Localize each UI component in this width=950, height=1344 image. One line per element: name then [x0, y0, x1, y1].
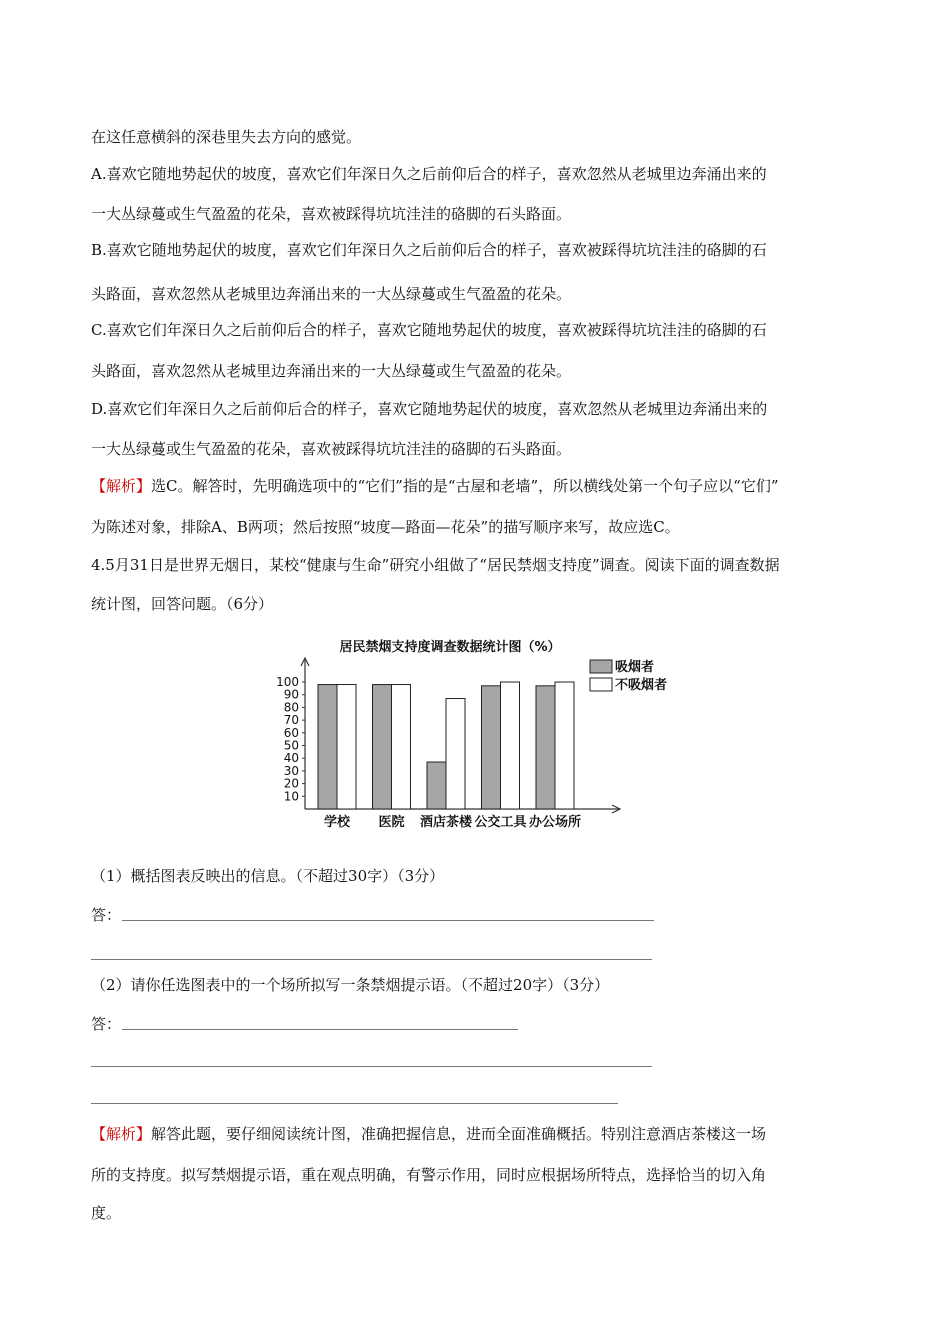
option-c-line-2: 头路面，喜欢忽然从老城里边奔涌出来的一大丛绿蔓或生气盈盈的花朵。 — [91, 362, 572, 380]
y-tick-label: 50 — [283, 738, 299, 753]
option-d-line-1: D.喜欢它们年深日久之后前仰后合的样子，喜欢它随地势起伏的坡度，喜欢忽然从老城里边奔涌出来的 — [91, 400, 768, 418]
x-tick-label: 医院 — [378, 815, 405, 830]
analysis-tag: 【解析】 — [91, 477, 152, 495]
bar — [555, 682, 574, 809]
option-c-line-1: C.喜欢它们年深日久之后前仰后合的样子，喜欢它随地势起伏的坡度，喜欢被踩得坑坑洼洼的硌脚的石 — [91, 321, 767, 339]
sub-question-2: （2）请你任选图表中的一个场所拟写一条禁烟提示语。（不超过20字）（3分） — [91, 976, 610, 994]
y-tick-label: 70 — [283, 713, 299, 728]
legend-swatch — [590, 660, 612, 673]
answer-2-blank-line[interactable] — [91, 1066, 652, 1067]
option-d-line-2: 一大丛绿蔓或生气盈盈的花朵，喜欢被踩得坑坑洼洼的硌脚的石头路面。 — [91, 440, 572, 458]
analysis-2-line-2: 所的支持度。拟写禁烟提示语，重在观点明确，有警示作用，同时应根据场所特点，选择恰当的切入角 — [91, 1166, 767, 1184]
analysis-line-2: 为陈述对象，排除A、B两项；然后按照“坡度—路面—花朵”的描写顺序来写，故应选C。 — [91, 518, 680, 536]
bar — [318, 685, 337, 809]
analysis-2-line-3: 度。 — [91, 1204, 122, 1222]
y-tick-label: 100 — [276, 675, 299, 689]
answer-2-label: 答： — [91, 1015, 122, 1033]
answer-1-label: 答： — [91, 906, 122, 924]
legend-label: 不吸烟者 — [615, 678, 668, 693]
analysis-paragraph-2 — [91, 1123, 860, 1145]
bar — [536, 686, 555, 809]
text-line: 在这任意横斜的深巷里失去方向的感觉。 — [91, 128, 362, 146]
bar — [482, 686, 501, 809]
bar — [337, 685, 356, 809]
y-tick-label: 20 — [283, 776, 299, 791]
bar — [427, 762, 446, 809]
option-a-line-2: 一大丛绿蔓或生气盈盈的花朵，喜欢被踩得坑坑洼洼的硌脚的石头路面。 — [91, 205, 572, 223]
x-tick-label: 办公场所 — [528, 815, 582, 830]
chart-title: 居民禁烟支持度调查数据统计图（%） — [339, 640, 561, 655]
analysis-paragraph-1 — [91, 475, 860, 497]
legend-swatch — [590, 678, 612, 691]
bar — [392, 685, 411, 809]
option-a-line-1: A.喜欢它随地势起伏的坡度，喜欢它们年深日久之后前仰后合的样子，喜欢忽然从老城里边奔涌出来的 — [91, 165, 767, 183]
bar-chart — [260, 630, 690, 840]
answer-2-blank-line[interactable] — [91, 1103, 618, 1104]
answer-1-blank-line[interactable] — [91, 959, 652, 960]
analysis-text: 选C。解答时，先明确选项中的“它们”指的是“古屋和老墙”，所以横线处第一个句子应以“它们” — [151, 477, 779, 495]
option-b-line-2: 头路面，喜欢忽然从老城里边奔涌出来的一大丛绿蔓或生气盈盈的花朵。 — [91, 285, 572, 303]
y-tick-label: 60 — [283, 725, 299, 740]
chart-canvas — [260, 630, 690, 840]
sub-question-1: （1）概括图表反映出的信息。（不超过30字）（3分） — [91, 867, 445, 885]
y-tick-label: 80 — [283, 700, 299, 715]
analysis-text: 解答此题，要仔细阅读统计图，准确把握信息，进而全面准确概括。特别注意酒店茶楼这一场 — [151, 1125, 767, 1143]
answer-1-blank-line[interactable] — [122, 920, 654, 921]
y-tick-label: 30 — [283, 763, 299, 778]
bar — [373, 685, 392, 809]
x-tick-label: 学校 — [323, 815, 351, 830]
y-tick-label: 90 — [283, 687, 299, 702]
bar — [501, 682, 520, 809]
y-tick-label: 40 — [283, 751, 299, 766]
question-4-line-1: 4.5月31日是世界无烟日，某校“健康与生命”研究小组做了“居民禁烟支持度”调查。阅读下面的调查数据 — [91, 556, 780, 574]
answer-2-blank-line[interactable] — [122, 1029, 518, 1030]
analysis-tag: 【解析】 — [91, 1125, 152, 1143]
x-tick-label: 公交工具 — [474, 815, 527, 830]
x-tick-label: 酒店茶楼 — [419, 815, 473, 830]
y-tick-label: 10 — [283, 789, 299, 804]
bar — [446, 699, 465, 809]
legend-label: 吸烟者 — [615, 660, 655, 675]
question-4-line-2: 统计图，回答问题。（6分） — [91, 595, 274, 613]
option-b-line-1: B.喜欢它随地势起伏的坡度，喜欢它们年深日久之后前仰后合的样子，喜欢被踩得坑坑洼洼的硌脚的石 — [91, 241, 767, 259]
